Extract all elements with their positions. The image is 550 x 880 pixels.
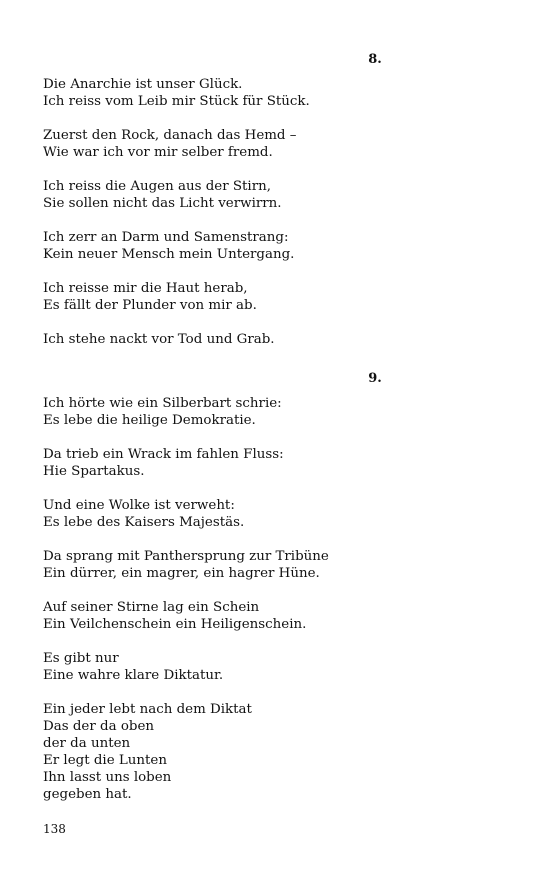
section-number: 9. bbox=[368, 371, 382, 386]
stanza bbox=[43, 127, 513, 161]
verse-line: Die Anarchie ist unser Glück. bbox=[43, 77, 243, 92]
poem-section-8 bbox=[43, 76, 513, 365]
verse-line: Er legt die Lunten bbox=[43, 753, 167, 768]
verse-line: Ich reisse mir die Haut herab, bbox=[43, 281, 248, 296]
verse-line: Eine wahre klare Diktatur. bbox=[43, 668, 224, 683]
verse-line: Es gibt nur bbox=[43, 651, 119, 666]
page-number: 138 bbox=[43, 822, 66, 836]
verse-line: Kein neuer Mensch mein Untergang. bbox=[43, 247, 295, 262]
stanza bbox=[43, 548, 513, 582]
verse-line: Ein dürrer, ein magrer, ein hagrer Hüne. bbox=[43, 566, 320, 581]
stanza bbox=[43, 446, 513, 480]
verse-line: Ich zerr an Darm und Samenstrang: bbox=[43, 230, 289, 245]
verse-line: Ich reiss die Augen aus der Stirn, bbox=[43, 179, 271, 194]
stanza bbox=[43, 701, 513, 803]
verse-line: Es lebe des Kaisers Majestäs. bbox=[43, 515, 245, 530]
stanza bbox=[43, 650, 513, 684]
verse-line: Hie Spartakus. bbox=[43, 464, 145, 479]
verse-line: Da trieb ein Wrack im fahlen Fluss: bbox=[43, 447, 284, 462]
verse-line: Ein Veilchenschein ein Heiligenschein. bbox=[43, 617, 307, 632]
verse-line: Da sprang mit Panthersprung zur Tribüne bbox=[43, 549, 329, 564]
poem-section-9 bbox=[43, 395, 513, 820]
verse-line: Das der da oben bbox=[43, 719, 154, 734]
verse-line: Zuerst den Rock, danach das Hemd – bbox=[43, 128, 297, 143]
verse-line: der da unten bbox=[43, 736, 131, 751]
verse-line: Ich reiss vom Leib mir Stück für Stück. bbox=[43, 94, 310, 109]
verse-line: Es lebe die heilige Demokratie. bbox=[43, 413, 256, 428]
stanza bbox=[43, 331, 513, 348]
stanza bbox=[43, 76, 513, 110]
verse-line: Sie sollen nicht das Licht verwirrn. bbox=[43, 196, 282, 211]
stanza bbox=[43, 599, 513, 633]
stanza bbox=[43, 497, 513, 531]
verse-line: Ihn lasst uns loben bbox=[43, 770, 172, 785]
verse-line: Und eine Wolke ist verweht: bbox=[43, 498, 235, 513]
verse-line: Ich hörte wie ein Silberbart schrie: bbox=[43, 396, 282, 411]
verse-line: Auf seiner Stirne lag ein Schein bbox=[43, 600, 260, 615]
stanza bbox=[43, 395, 513, 429]
stanza bbox=[43, 178, 513, 212]
verse-line: gegeben hat. bbox=[43, 787, 132, 802]
stanza bbox=[43, 229, 513, 263]
section-number: 8. bbox=[368, 52, 382, 67]
stanza bbox=[43, 280, 513, 314]
verse-line: Es fällt der Plunder von mir ab. bbox=[43, 298, 257, 313]
verse-line: Ich stehe nackt vor Tod und Grab. bbox=[43, 332, 275, 347]
verse-line: Ein jeder lebt nach dem Diktat bbox=[43, 702, 252, 717]
verse-line: Wie war ich vor mir selber fremd. bbox=[43, 145, 273, 160]
